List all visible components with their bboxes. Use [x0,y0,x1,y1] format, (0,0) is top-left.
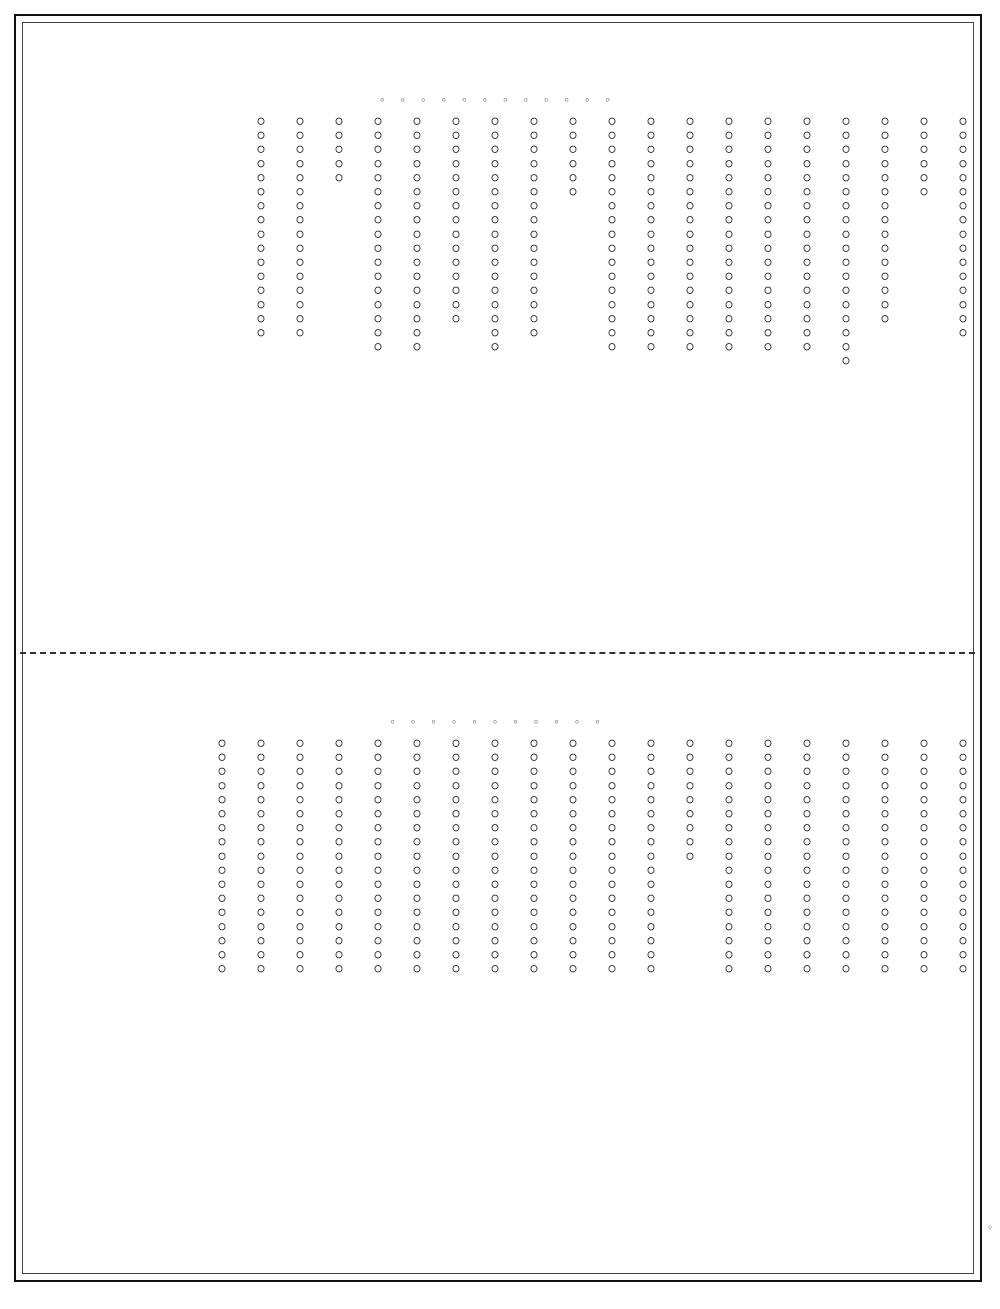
text-column: 。。。。。。。。。。。。。。。。。 [784,116,813,369]
text-column: 。。。。。。。。。。。。。。。。。 [238,738,267,991]
text-column: 。。。。。。。。。。。。。。。。。 [667,116,696,369]
text-column: 。。。。。。。。。。。。。。。 [862,116,891,340]
text-column: 。。。。。。。。。。。。。。。。。 [862,738,891,991]
text-column: 。。。。。。。。。。。。。。。。。 [472,738,501,991]
text-column: 。。。。。。。。。。。。。。。。 [238,116,267,355]
top-text-panel [26,90,974,650]
text-column: 。。。。。。 [550,116,579,214]
text-column: 。。。。。。。。。。。。。。。。。 [277,738,306,991]
text-column: 。。。。。。。。。。。。。。。。。 [394,738,423,991]
text-column: 。。。。。。。。。。。。。。。。。 [745,116,774,369]
text-column: 。。。。。。。。。。。。。。。 [433,116,462,340]
top-text-columns [26,116,974,650]
page-number: 。 [980,1225,993,1236]
text-column: 。。。。。。。。。。。。。。。。。 [589,116,618,369]
bottom-text-panel [26,712,974,1272]
text-column: 。。。。。。。。。。。。。。。。 [511,116,540,355]
text-column: 。。。。。。。。。。。。。。。。。 [589,738,618,991]
text-column: 。。。。。。。。。。。。。。。。。 [472,116,501,369]
panel-divider [20,652,975,654]
text-column: 。。。。。。。。。。。。。。。。。 [394,116,423,369]
text-column: 。。。。。。。。。。。。。。。。。 [355,116,384,369]
text-column: 。。。。。。。。。。。。。。。。。。 [823,116,852,383]
text-column: 。。。。。。。。。。。。。。。。。 [199,738,228,991]
text-column: 。。。。。。。。。。。。。。。。。 [940,738,969,991]
text-column: 。。。。。。。。。。。。。。。。。 [706,738,735,991]
text-column: 。。。。。。。。。。。。。。。。。 [511,738,540,991]
text-column: 。。。。。。。。。。。。。。。。。 [355,738,384,991]
text-column: 。。。。。。 [901,116,930,214]
text-column: 。。。。。。。。。。。。。。。。。 [706,116,735,369]
text-column: 。。。。。。。。。。。。。。。。 [277,116,306,355]
text-column: 。。。。。。。。。。。。。。。。。 [628,738,657,991]
text-column: 。。。。。。。。。。。。。。。。。 [316,738,345,991]
bottom-text-columns [26,738,974,1272]
text-column: 。。。。。。。。。。。。。。。。。 [784,738,813,991]
text-column: 。。。。。。。。。。。。。。。。。 [901,738,930,991]
text-column: 。。。。。。。。。 [667,738,696,878]
text-column: 。。。。。。。。。。。。。。。。。 [745,738,774,991]
text-column: 。。。。。。。。。。。。。。。。。 [433,738,462,991]
text-column: 。。。。。。。。。。。。。。。。 [940,116,969,355]
text-column: 。。。。。。。。。。。。。。。。。 [550,738,579,991]
top-panel-header: 。 。 。 。 。 。 。 。 。 。 。 。 [380,90,620,103]
text-column: 。。。。。 [316,116,345,199]
text-column: 。。。。。。。。。。。。。。。。。 [628,116,657,369]
text-column: 。。。。。。。。。。。。。。。。。 [823,738,852,991]
bottom-panel-header: 。 。 。 。 。 。 。 。 。 。 。 [390,712,610,725]
